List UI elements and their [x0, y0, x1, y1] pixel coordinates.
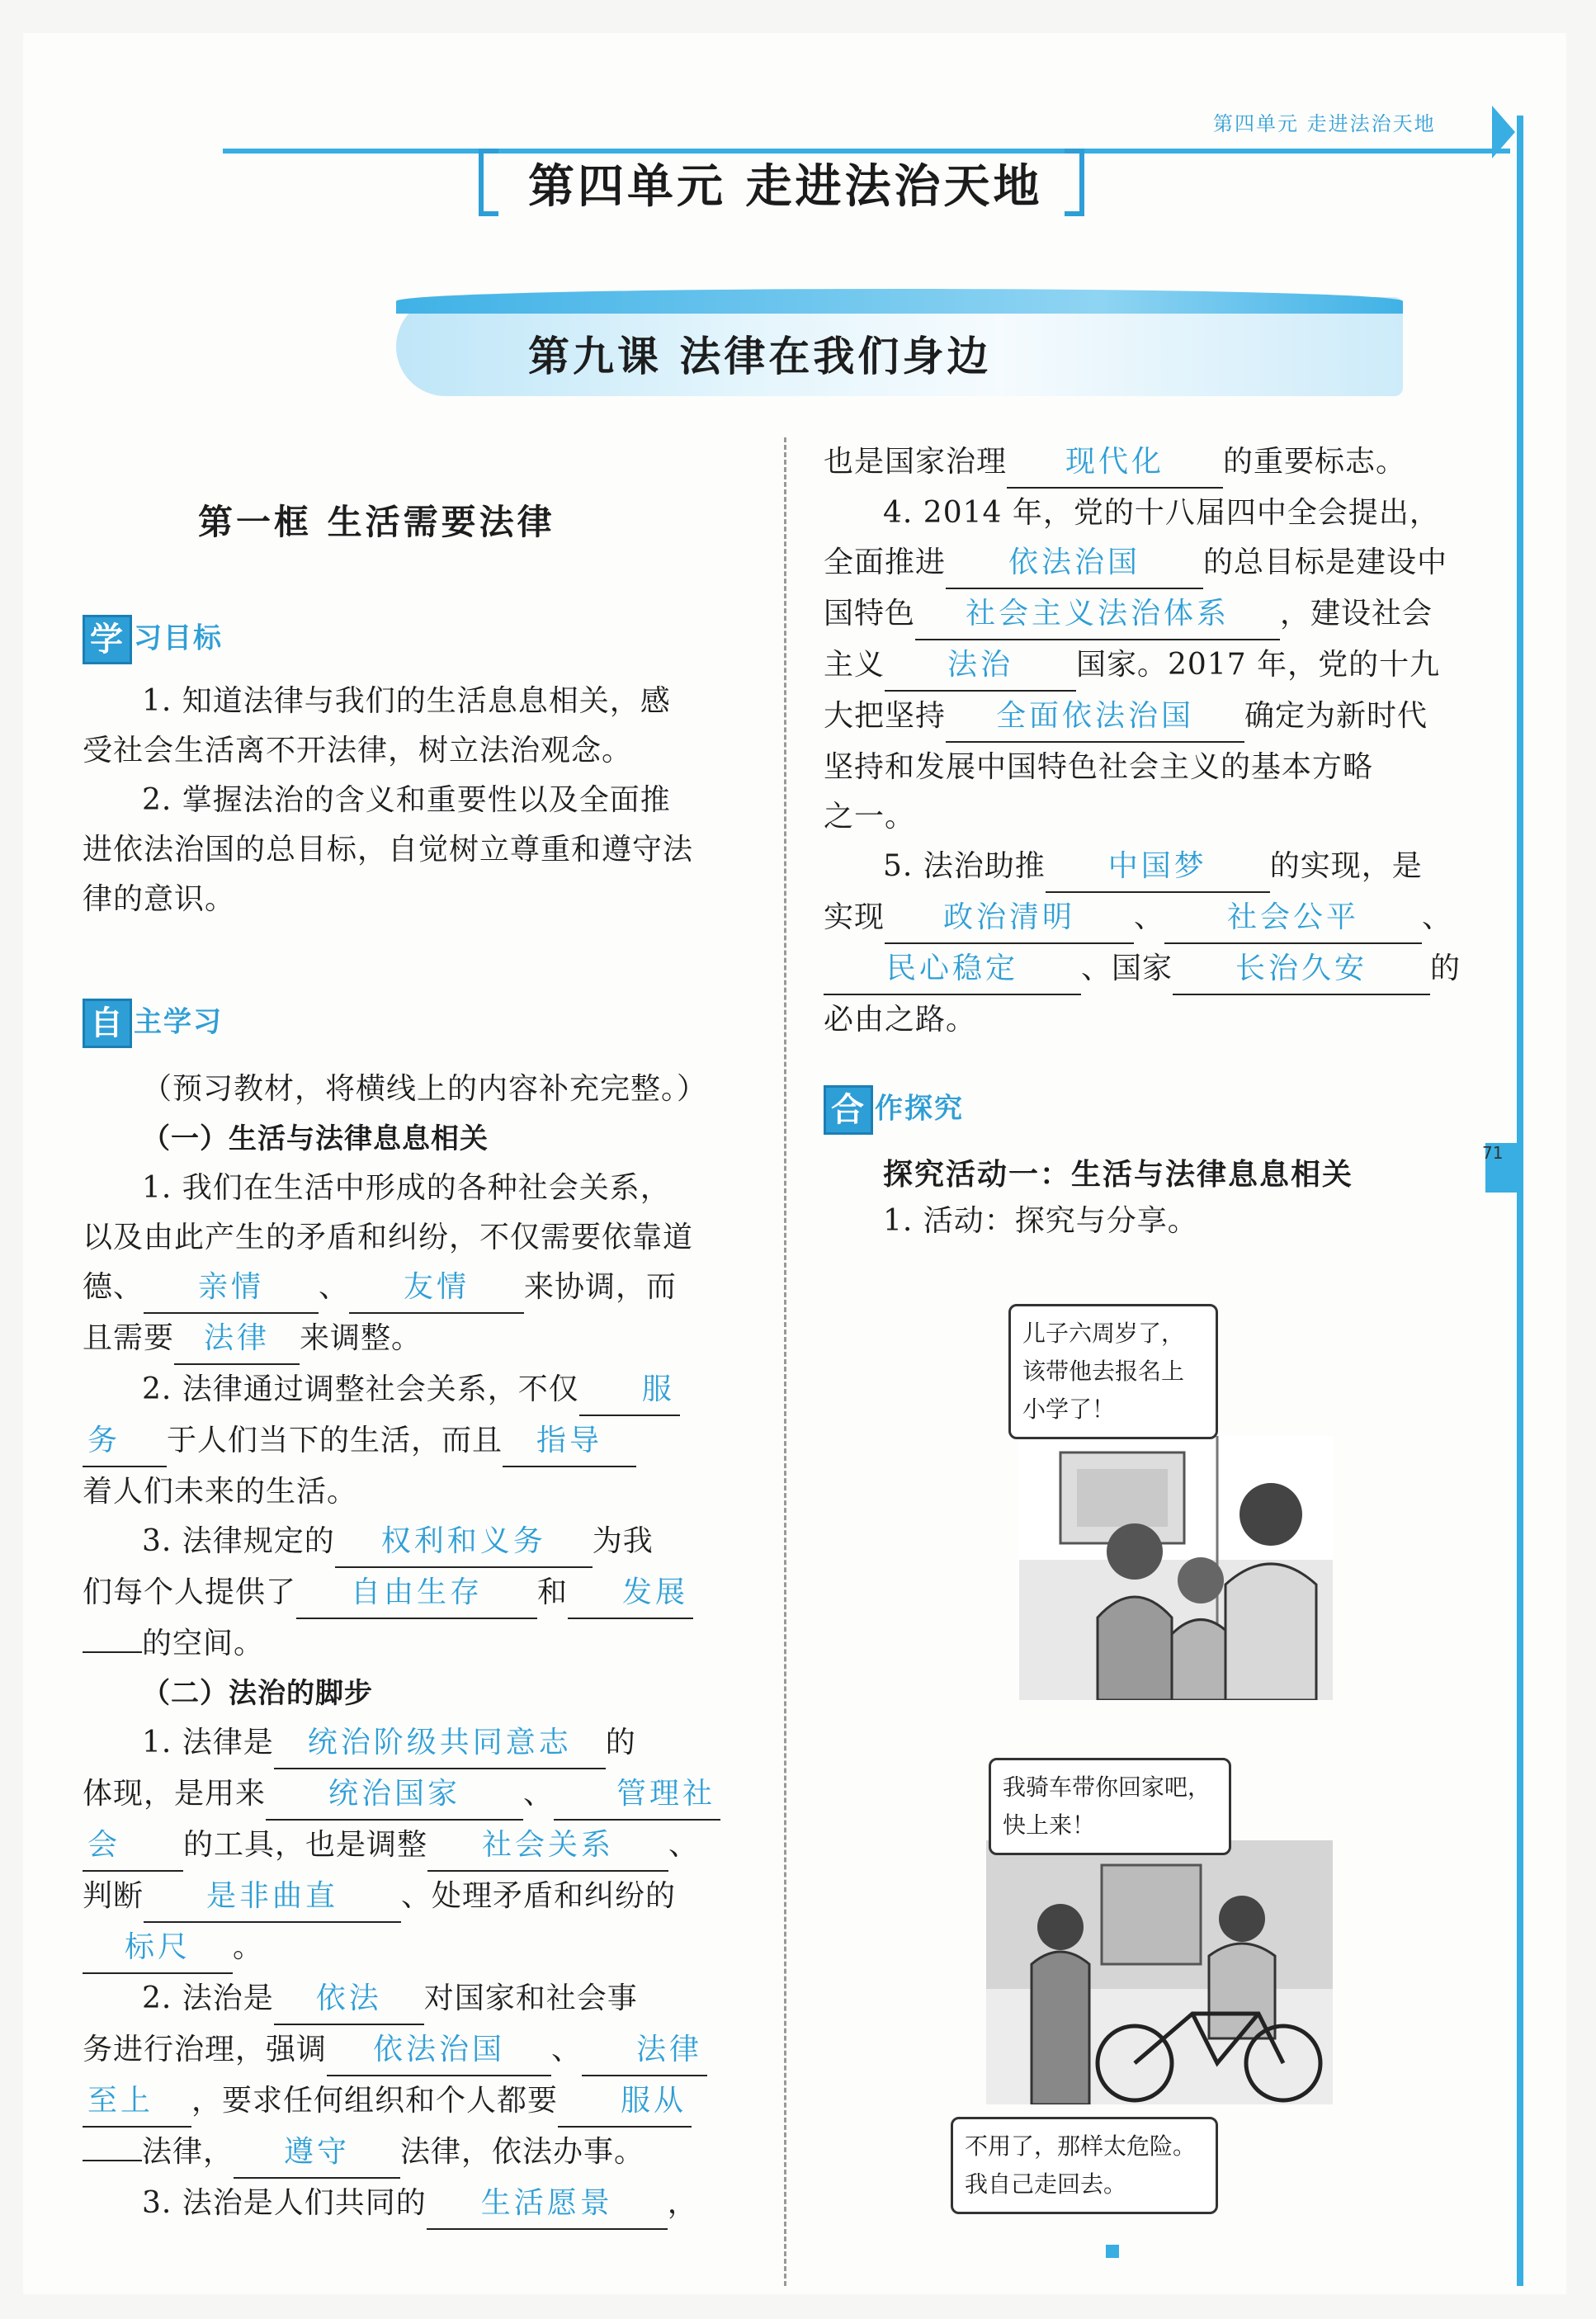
p1-text-l2: 体现，是用来 [83, 1777, 267, 1811]
q5-answer-5: 长治久安 [1173, 944, 1430, 995]
q2-answer-1a: 服 [579, 1365, 680, 1416]
bicycle-illustration [986, 1840, 1333, 2104]
self-study-icon: 自 [83, 999, 132, 1048]
p1-answer-6: 标尺 [83, 1923, 233, 1974]
q3-line-2 [83, 1568, 743, 1619]
unit-bracket-left [479, 149, 498, 216]
q4-text-l4-post: 国家。2017 年，党的十九 [1076, 648, 1441, 682]
section-title: 第一框 生活需要法律 [198, 502, 555, 542]
q1-line-2: 以及由此产生的矛盾和纠纷，不仅需要依靠道 [83, 1221, 694, 1254]
q3-blank-tail [83, 1651, 142, 1653]
goal-2-line-2: 进依法治国的总目标，自觉树立尊重和遵守法 [83, 833, 694, 867]
p2-line-3 [83, 2076, 743, 2128]
activity-subtitle: 1. 活动：探究与分享。 [883, 1204, 1198, 1238]
p1-line-5 [83, 1923, 743, 1974]
self-study-content [83, 1065, 743, 2230]
q4-text-l3-post: ，建设社会 [1280, 597, 1433, 631]
q2-line-2 [83, 1416, 743, 1467]
p2-text: 2. 法治是 [142, 1981, 274, 2015]
part-1-title: （一）生活与法律息息相关 [142, 1122, 489, 1155]
r0-text-post: 的重要标志。 [1223, 445, 1407, 479]
r0-text: 也是国家治理 [824, 445, 1008, 479]
p3-text: 3. 法治是人们共同的 [142, 2186, 427, 2220]
q4-answer-4: 全面依法治国 [946, 692, 1244, 743]
q1-line-1: 1. 我们在生活中形成的各种社会关系， [142, 1171, 671, 1205]
self-study-intro: （预习教材，将横线上的内容补充完整。） [142, 1072, 708, 1106]
p1-line-4 [83, 1872, 743, 1923]
q2-text: 2. 法律通过调整社会关系，不仅 [142, 1372, 579, 1406]
p1-answer-3a: 管理社 [554, 1769, 720, 1821]
q1-answer-2: 友情 [349, 1263, 524, 1314]
family-scene-icon [1019, 1436, 1333, 1700]
p2-blank-tail [83, 2160, 142, 2161]
q3-line-3 [83, 1619, 743, 1669]
q5-answer-2: 政治清明 [885, 893, 1134, 944]
q1-answer-3: 法律 [174, 1314, 300, 1365]
goal-1-line-2: 受社会生活离不开法律，树立法治观念。 [83, 734, 633, 767]
q4-line-1: 4. 2014 年，党的十八届四中全会提出， [883, 496, 1440, 530]
p1-answer-5: 是非曲直 [144, 1872, 401, 1923]
sidebar-rule [1517, 116, 1523, 2286]
q3-answer-1: 权利和义务 [335, 1517, 593, 1568]
header-arrow-icon [1492, 106, 1515, 158]
q5-answer-4: 民心稳定 [824, 944, 1081, 995]
column-divider [784, 437, 786, 2286]
q5-line-1 [824, 842, 1484, 893]
part-2-title: （二）法治的脚步 [142, 1677, 373, 1710]
p2-sep: 、 [551, 2033, 583, 2066]
q1-answer-1: 亲情 [144, 1263, 319, 1314]
q2-text-mid: 于人们当下的生活，而且 [167, 1424, 503, 1457]
q5-answer-1: 中国梦 [1046, 842, 1270, 893]
q4-answer-3: 法治 [885, 640, 1076, 692]
q5-sep-1: 、 [1134, 900, 1165, 934]
q3-text: 3. 法律规定的 [142, 1524, 335, 1558]
lesson-title: 第九课 法律在我们身边 [528, 333, 992, 380]
speech-bubble-boy: 不用了，那样太危险。我自己走回去。 [951, 2117, 1218, 2214]
p1-text: 1. 法律是 [142, 1726, 274, 1759]
running-header: 第四单元 走进法治天地 [1213, 112, 1436, 135]
cooperative-tag [824, 1085, 964, 1135]
p1-sep-2: 、 [668, 1828, 700, 1862]
q5-answer-3: 社会公平 [1164, 893, 1422, 944]
p2-answer-5: 遵守 [234, 2128, 400, 2179]
q1-text-l4: 且需要 [83, 1321, 175, 1355]
goal-2-line-3: 律的意识。 [83, 882, 236, 916]
q4-text-l3: 国特色 [824, 597, 916, 631]
right-column-text [824, 437, 1484, 1045]
q4-line-5 [824, 692, 1484, 743]
p2-answer-2: 依法治国 [327, 2025, 551, 2076]
p2-line-1 [83, 1974, 743, 2025]
q4-line-4 [824, 640, 1484, 692]
p1-text-l4: 判断 [83, 1879, 144, 1913]
goal-2-line-1: 2. 掌握法治的含义和重要性以及全面推 [142, 783, 671, 817]
learning-goals-label: 习目标 [134, 621, 223, 655]
r0-answer: 现代化 [1007, 437, 1223, 489]
q5-text-l3-post: 的 [1430, 952, 1461, 985]
family-illustration [1019, 1436, 1333, 1700]
q5-line-2 [824, 893, 1484, 944]
p2-text-l3: ，要求任何组织和个人都要 [191, 2084, 559, 2118]
q4-line-6: 坚持和发展中国特色社会主义的基本方略 [824, 750, 1374, 784]
p1-line-3 [83, 1821, 743, 1872]
cooperative-label: 作探究 [875, 1092, 964, 1126]
activity-title: 探究活动一：生活与法律息息相关 [883, 1158, 1354, 1192]
p3-answer-1: 生活愿景 [427, 2179, 668, 2230]
page-number: 71 [1482, 1143, 1504, 1163]
q3-text-post: 为我 [592, 1524, 654, 1558]
q1-text: 德、 [83, 1270, 144, 1304]
q5-line-3 [824, 944, 1484, 995]
p2-answer-3b: 至上 [83, 2076, 191, 2128]
p1-text-post: 的 [605, 1726, 636, 1759]
p2-line-2 [83, 2025, 743, 2076]
q5-text-l2: 实现 [824, 900, 885, 934]
q2-line-1 [83, 1365, 743, 1416]
p2-line-4 [83, 2128, 743, 2179]
q3-text-l3: 的空间。 [142, 1627, 265, 1660]
p1-sep: 、 [523, 1777, 555, 1811]
q3-text-l2: 们每个人提供了 [83, 1575, 297, 1609]
speech-bubble-classmate: 我骑车带你回家吧，快上来！ [989, 1758, 1231, 1855]
q2-answer-2: 指导 [503, 1416, 636, 1467]
footer-marker [1106, 2245, 1119, 2258]
p1-answer-3b: 会 [83, 1821, 183, 1872]
q2-answer-1b: 务 [83, 1416, 167, 1467]
lesson-banner-swoosh [396, 289, 1403, 314]
speech-bubble-father: 儿子六周岁了，该带他去报名上小学了！ [1008, 1304, 1218, 1439]
p1-line-1 [83, 1718, 743, 1769]
q5-text: 5. 法治助推 [883, 849, 1046, 883]
p1-end: 。 [233, 1930, 264, 1964]
q5-line-4: 必由之路。 [824, 1003, 977, 1037]
q3-line-1 [83, 1517, 743, 1568]
p2-answer-3a: 法律 [582, 2025, 707, 2076]
p3-line-1 [83, 2179, 743, 2230]
q4-text-l5-post: 确定为新时代 [1244, 699, 1428, 733]
q3-answer-3: 发展 [568, 1568, 693, 1619]
q4-text-l2: 全面推进 [824, 546, 947, 579]
q3-and: 和 [537, 1575, 569, 1609]
q4-line-7: 之一。 [824, 800, 916, 834]
p2-text-l2: 务进行治理，强调 [83, 2033, 328, 2066]
q1-line-3 [83, 1263, 743, 1314]
q5-text-post: 的实现，是 [1269, 849, 1423, 883]
p1-line-2 [83, 1769, 743, 1821]
q4-text-l2-post: 的总目标是建设中 [1203, 546, 1448, 579]
q1-text-l4-post: 来调整。 [300, 1321, 423, 1355]
q1-sep: 、 [319, 1270, 350, 1304]
p1-answer-1: 统治阶级共同意志 [274, 1718, 606, 1769]
q5-text-l3: 、国家 [1081, 952, 1173, 985]
learning-goals-tag [83, 615, 223, 664]
q4-line-2 [824, 538, 1484, 589]
p2-answer-4: 服从 [558, 2076, 692, 2128]
p2-text-post: 对国家和社会事 [423, 1981, 638, 2015]
q5-sep-2: 、 [1422, 900, 1453, 934]
q3-answer-2: 自由生存 [296, 1568, 537, 1619]
p1-text-l3: 的工具，也是调整 [183, 1828, 428, 1862]
p1-answer-2: 统治国家 [266, 1769, 523, 1821]
q4-line-3 [824, 589, 1484, 640]
p3-text-post: ， [667, 2186, 698, 2220]
q4-text-l4: 主义 [824, 648, 885, 682]
p2-text-l4: 法律， [142, 2135, 234, 2169]
q1-line-4 [83, 1314, 743, 1365]
unit-bracket-right [1065, 149, 1084, 216]
q4-answer-1: 依法治国 [946, 538, 1203, 589]
goal-1-line-1: 1. 知道法律与我们的生活息息相关，感 [142, 684, 671, 718]
p1-answer-4: 社会关系 [427, 1821, 668, 1872]
self-study-label: 主学习 [134, 1005, 223, 1039]
q1-text-post: 来协调，而 [524, 1270, 678, 1304]
bicycle-scene-icon [986, 1840, 1333, 2104]
q4-answer-2: 社会主义法治体系 [915, 589, 1280, 640]
learning-goals-icon: 学 [83, 615, 132, 664]
learning-goals-text [83, 677, 743, 924]
p2-answer-1: 依法 [274, 1974, 424, 2025]
p1-text-l4-post: 、处理矛盾和纠纷的 [401, 1879, 677, 1913]
self-study-tag [83, 999, 223, 1048]
r0-line [824, 437, 1484, 489]
q2-line-3: 着人们未来的生活。 [83, 1475, 358, 1509]
q4-text-l5: 大把坚持 [824, 699, 947, 733]
p2-text-l4-post: 法律，依法办事。 [400, 2135, 645, 2169]
cooperative-icon: 合 [824, 1085, 873, 1135]
unit-title: 第四单元 走进法治天地 [528, 160, 1043, 214]
